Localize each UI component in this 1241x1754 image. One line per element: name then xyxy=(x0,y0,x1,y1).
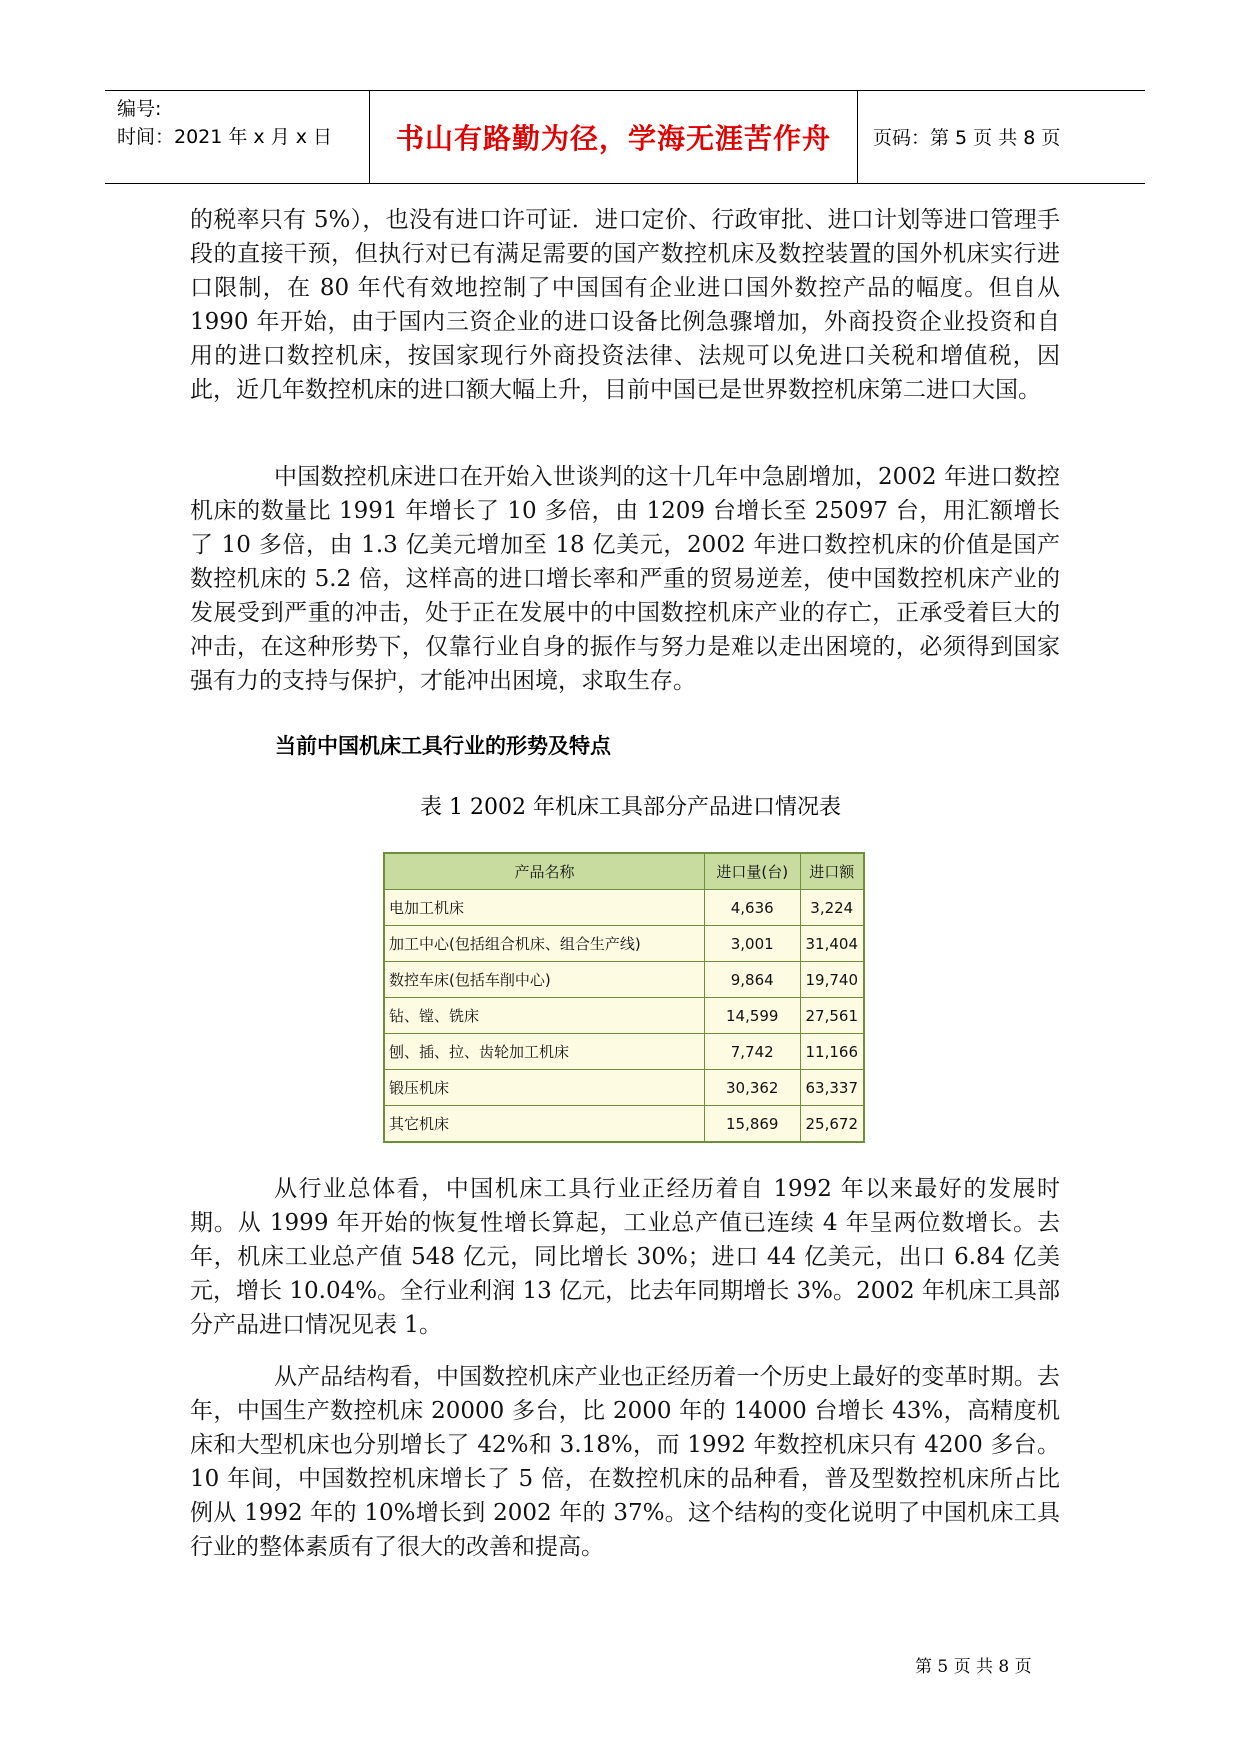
paragraph-4: 从产品结构看，中国数控机床产业也正经历着一个历史上最好的变革时期。去年，中国生产数控机床 20000 多台，比 2000 年的 14000 台增长 43%，高精度机床和大型机床也分别增长了 42%和 3.18%，而 1992 年数控机床只有 4200 多台。10 年间，中国数控机床增长了 5 倍，在数控机床的品种看，普及型数控机床所占比例从 1992 年的 10%增长到 2002 年的 37%。这个结构的变化说明了中国机床工具行业的整体素质有了很大的改善和提高。 xyxy=(190,1364,1060,1560)
paragraph-1: 的税率只有 5%），也没有进口许可证．进口定价、行政审批、进口计划等进口管理手段的直接干预，但执行对已有满足需要的国产数控机床及数控装置的国外机床实行进口限制，在 80 年代有效地控制了中国国有企业进口国外数控产品的幅度。但自从 1990 年开始，由于国内三资企业的进口设备比例急骤增加，外商投资企业投资和自用的进口数控机床，按国家现行外商投资法律、法规可以免进口关税和增值税，因此，近几年数控机床的进口额大幅上升，目前中国已是世界数控机床第二进口大国。 xyxy=(190,207,1060,403)
quantity-cell: 30,362 xyxy=(704,1070,800,1106)
product-name-cell: 加工中心(包括组合机床、组合生产线) xyxy=(384,926,704,962)
header-page-code: 页码：第 5 页 共 8 页 xyxy=(873,127,1061,149)
quantity-cell: 7,742 xyxy=(704,1034,800,1070)
column-header-amount: 进口额 xyxy=(800,853,864,890)
product-name-cell: 其它机床 xyxy=(384,1106,704,1143)
header-meta xyxy=(117,95,332,151)
product-name-cell: 锻压机床 xyxy=(384,1070,704,1106)
amount-cell: 31,404 xyxy=(800,926,864,962)
table-header-row xyxy=(384,853,864,890)
table-row xyxy=(384,1106,864,1143)
quantity-cell: 14,599 xyxy=(704,998,800,1034)
page-header xyxy=(105,90,1145,184)
amount-cell: 3,224 xyxy=(800,890,864,926)
amount-cell: 19,740 xyxy=(800,962,864,998)
quantity-cell: 9,864 xyxy=(704,962,800,998)
amount-cell: 11,166 xyxy=(800,1034,864,1070)
section-title: 当前中国机床工具行业的形势及特点 xyxy=(275,734,611,758)
paragraph-2: 中国数控机床进口在开始入世谈判的这十几年中急剧增加，2002 年进口数控机床的数量比 1991 年增长了 10 多倍，由 1209 台增长至 25097 台，用汇额增长了 10 多倍，由 1.3 亿美元增加至 18 亿美元，2002 年进口数控机床的价值是国产数控机床的 5.2 倍，这样高的进口增长率和严重的贸易逆差，使中国数控机床产业的发展受到严重的冲击，处于正在发展中的中国数控机床产业的存亡，正承受着巨大的冲击，在这种形势下，仅靠行业自身的振作与努力是难以走出困境的，必须得到国家强有力的支持与保护，才能冲出困境，求取生存。 xyxy=(190,464,1060,694)
page-footer: 第 5 页 共 8 页 xyxy=(915,1657,1032,1677)
quantity-cell: 15,869 xyxy=(704,1106,800,1143)
import-table xyxy=(383,852,865,1143)
time-label: 时间：2021 年 x 月 x 日 xyxy=(117,126,333,148)
table-row xyxy=(384,998,864,1034)
amount-cell: 25,672 xyxy=(800,1106,864,1143)
serial-label: 编号: xyxy=(117,98,162,120)
table-row xyxy=(384,1034,864,1070)
product-name-cell: 钻、镗、铣床 xyxy=(384,998,704,1034)
amount-cell: 27,561 xyxy=(800,998,864,1034)
paragraph-3: 从行业总体看，中国机床工具行业正经历着自 1992 年以来最好的发展时期。从 1999 年开始的恢复性增长算起，工业总产值已连续 4 年呈两位数增长。去年，机床工业总产值 548 亿元，同比增长 30%；进口 44 亿美元，出口 6.84 亿美元，增长 10.04%。全行业利润 13 亿元，比去年同期增长 3%。2002 年机床工具部分产品进口情况见表 1。 xyxy=(190,1176,1060,1338)
column-header-product: 产品名称 xyxy=(384,853,704,890)
amount-cell: 63,337 xyxy=(800,1070,864,1106)
quantity-cell: 3,001 xyxy=(704,926,800,962)
header-motto: 书山有路勤为径，学海无涯苦作舟 xyxy=(395,122,831,155)
table-row xyxy=(384,926,864,962)
table-row xyxy=(384,1070,864,1106)
header-divider xyxy=(857,91,858,183)
table-row xyxy=(384,890,864,926)
table-row xyxy=(384,962,864,998)
product-name-cell: 刨、插、拉、齿轮加工机床 xyxy=(384,1034,704,1070)
quantity-cell: 4,636 xyxy=(704,890,800,926)
column-header-quantity: 进口量(台) xyxy=(704,853,800,890)
product-name-cell: 电加工机床 xyxy=(384,890,704,926)
product-name-cell: 数控车床(包括车削中心) xyxy=(384,962,704,998)
table-caption: 表 1 2002 年机床工具部分产品进口情况表 xyxy=(420,795,841,820)
